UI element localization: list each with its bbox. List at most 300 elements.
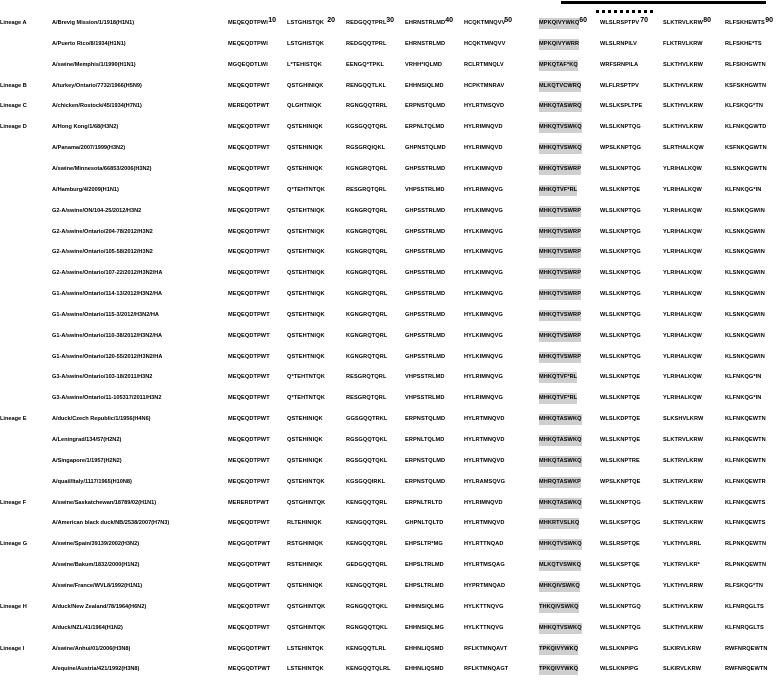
sequence-segment: QSTEHINIQK (287, 457, 323, 464)
sequence-segment: KLFNKQEWTN (725, 457, 766, 464)
sequence-segment: MHRQTASWKP (539, 477, 581, 488)
sequence-segment: MHKQTASWKQ (539, 414, 582, 425)
sequence-segment: YLRIHALKQW (663, 291, 702, 298)
sequence-segment: WPSLKNPTQG (600, 145, 642, 152)
sequence-segment: WLSLKNPTGQ (600, 603, 641, 610)
sequence-row (0, 534, 779, 555)
lineage-label: Lineage B (0, 82, 27, 89)
sequence-segment: SLKTHVLKRW (663, 103, 704, 110)
sequence-segment: QSTGHINIQK (287, 82, 324, 89)
sequence-segment: MEQEQDTPWT (228, 478, 270, 485)
sequence-segment: WLSLKNPTQE (600, 395, 641, 402)
sequence-segment: YLRIHALKQW (663, 353, 702, 360)
strain-name: G1-A/swine/Ontario/120-55/2012/H3N2/HA (52, 353, 163, 360)
sequence-segment: WLSLKSPTQE (600, 562, 640, 569)
sequence-row (0, 639, 779, 660)
sequence-segment: KLFNKQG*IN (725, 186, 762, 193)
strain-name: A/Puerto Rico/8/1934(H1N1) (52, 40, 126, 47)
sequence-segment: ERPNLTRLTD (405, 499, 443, 506)
strain-name: G2-A/swine/ON/104-25/2012/H3N2 (52, 207, 142, 214)
sequence-segment: FLKTRVLKRW (663, 40, 703, 47)
sequence-segment: MEQGQDTPWT (228, 645, 271, 652)
sequence-segment: GHPSSTRLMD (405, 291, 446, 298)
sequence-segment: KLFNRQGLTS (725, 624, 764, 631)
sequence-segment: WLSLKSPTQG (600, 520, 641, 527)
sequence-row (0, 555, 779, 576)
sequence-segment: RGSGQQTQKL (346, 437, 388, 443)
sequence-segment: MHKQTVSWRP (539, 206, 581, 217)
sequence-segment: WLSLKNPTQG (600, 124, 641, 131)
sequence-segment: GHPNLTQLTD (405, 520, 444, 527)
sequence-segment: KLSNKQGWIN (725, 228, 765, 235)
sequence-segment: HYLKTTNQVG (464, 624, 504, 631)
sequence-row (0, 326, 779, 347)
sequence-segment: MHKQTVF*RL (539, 372, 577, 383)
strain-name: A/swine/France/WVL8/1992(H1N1) (52, 582, 143, 589)
sequence-segment: LSTEHINTQK (287, 666, 324, 673)
sequence-row (0, 388, 779, 409)
sequence-segment: QSTEHTNIQK (287, 332, 325, 339)
sequence-segment: RFLKTMNQAGT (464, 666, 509, 673)
sequence-segment: ERPNSTQLMD (405, 103, 446, 110)
sequence-segment: RFLKTMNQAVT (464, 645, 508, 652)
strain-name: G1-A/swine/Ontario/114-13/2012/H3N2/HA (52, 291, 163, 298)
sequence-segment: MEQGQDTPWT (228, 666, 271, 673)
position-number: 50 (504, 17, 512, 24)
sequence-segment: SLKTHVLKRW (663, 124, 704, 131)
sequence-segment: QSTEHTNIQK (287, 207, 325, 214)
sequence-segment: GHPSSTRLMD (405, 165, 446, 172)
sequence-segment: MEQEQDTPWT (228, 249, 270, 256)
strain-name: A/Leningrad/134/57(H2N2) (52, 437, 122, 443)
sequence-segment: EHHNSIQLMG (405, 624, 444, 631)
sequence-segment: WLSLKNPTQG (600, 332, 641, 339)
sequence-segment: YLRIHALKQW (663, 270, 702, 277)
sequence-segment: LSTEHINTQK (287, 645, 324, 652)
sequence-segment: EHHNSIQLMD (405, 82, 444, 89)
sequence-row (0, 242, 779, 263)
sequence-segment: MEQEQDTPWT (228, 395, 270, 402)
strain-name: A/swine/Anhui/01/2006(H3N8) (52, 645, 131, 652)
sequence-segment: MHKQTVSWKQ (539, 623, 582, 634)
sequence-segment: WLSLKNPTQG (600, 165, 641, 172)
sequence-segment: YLKTHVLRRW (663, 582, 704, 589)
sequence-segment: MEQGQDTPWT (228, 582, 271, 589)
sequence-segment: MHKQTVSWRP (539, 352, 581, 363)
sequence-segment: WLSLRSPTQE (600, 541, 640, 548)
sequence-segment: HYPRTMNQAD (464, 582, 506, 589)
sequence-segment: QSTEHINIQK (287, 416, 323, 423)
sequence-segment: YLRIHALKQW (663, 207, 702, 214)
sequence-row (0, 576, 779, 597)
sequence-row (0, 222, 779, 243)
sequence-segment: RSTEHINIQK (287, 562, 323, 569)
position-number: 20 (327, 17, 335, 24)
sequence-segment: HYLKIMNQVD (464, 165, 503, 172)
sequence-segment: QSTEHINIQK (287, 582, 323, 589)
sequence-segment: QSTEHTNIQK (287, 311, 325, 318)
sequence-segment: YLRIHALKQW (663, 249, 702, 256)
position-number: 30 (386, 17, 394, 24)
sequence-segment: KGNGRQTQRL (346, 332, 388, 339)
sequence-segment: MEQEQDTPWT (228, 165, 270, 172)
position-number: 10 (268, 17, 276, 24)
sequence-segment: SLKTHVLKRW (663, 61, 704, 68)
sequence-segment: RLFSKQG*TN (725, 582, 763, 589)
sequence-row (0, 659, 779, 680)
sequence-segment: MEQEQDTPWT (228, 437, 270, 443)
sequence-row (0, 513, 779, 534)
sequence-segment: QSTGHINTQK (287, 603, 326, 610)
sequence-segment: ERPNLTQLMD (405, 437, 445, 443)
sequence-segment: MHKQTVSWRP (539, 310, 581, 321)
sequence-segment: ERPNLTQLMD (405, 124, 445, 131)
sequence-row (0, 13, 779, 34)
sequence-segment: KLFNKQEWTN (725, 416, 766, 423)
position-number: 90 (765, 17, 773, 24)
sequence-segment: WLSLRNPILV (600, 40, 637, 47)
sequence-segment: REDGQQTPRL (346, 40, 387, 47)
sequence-segment: HYLKIMNQVG (464, 228, 503, 235)
sequence-segment: KLSNKQGWIN (725, 207, 765, 214)
sequence-segment: MHKRTVSLKQ (539, 518, 579, 529)
sequence-segment: YLRIHALKQW (663, 374, 702, 381)
sequence-segment: RLPNKQEWTN (725, 541, 767, 548)
sequence-segment: MEQEQDTPWT (228, 124, 270, 131)
sequence-segment: HYLRIMNQVG (464, 395, 503, 402)
sequence-segment: EHPSLTRLMD (405, 582, 444, 589)
sequence-segment: MEQEQDTPWT (228, 186, 270, 193)
sequence-row (0, 367, 779, 388)
sequence-segment: YLRIHALKQW (663, 332, 702, 339)
strain-name: A/Brevig Mission/1/1918(H1N1) (52, 20, 135, 26)
sequence-segment: KGSGQQIRKL (346, 478, 386, 485)
sequence-segment: QSTEHINIQK (287, 124, 323, 131)
sequence-segment: EENGQ*TPKL (346, 61, 384, 68)
sequence-segment: RESGRQTQRL (346, 186, 387, 193)
sequence-segment: QSTEHTNIQK (287, 353, 325, 360)
sequence-segment: GHPSSTRLMD (405, 270, 446, 277)
sequence-segment: KGNGRQTQRL (346, 249, 388, 256)
sequence-segment: SLKTRVLKRW (663, 478, 703, 485)
strain-name: A/equine/Austria/421/1992(H3N8) (52, 666, 140, 673)
sequence-segment: WLSLKNPTQE (600, 186, 641, 193)
sequence-segment: KGNGRQTQRL (346, 353, 388, 360)
sequence-segment: RLFSKHGWTN (725, 61, 766, 68)
sequence-segment: SLKTHVLKRW (663, 603, 704, 610)
sequence-segment: WLSLKNPTRE (600, 457, 640, 464)
sequence-segment: KLSNKQGWTN (725, 165, 767, 172)
sequence-row (0, 138, 779, 159)
sequence-segment: QLGHTNIQK (287, 103, 322, 110)
sequence-segment: MPKQTAF*KQ (539, 60, 578, 71)
sequence-segment: VRHH*IQLMD (405, 61, 443, 68)
sequence-row (0, 76, 779, 97)
sequence-segment: WLSLKNPTQG (600, 311, 641, 318)
sequence-segment: MHKQTASWKQ (539, 435, 582, 446)
sequence-segment: GGSGQQTRKL (346, 416, 388, 423)
sequence-segment: WLSLKDPTQE (600, 416, 641, 423)
sequence-row (0, 472, 779, 493)
sequence-segment: RGNGQQTRRL (346, 103, 388, 110)
sequence-segment: MEQEQDTPWT (228, 291, 270, 298)
sequence-segment: SLKTRVLKRW (663, 437, 703, 443)
sequence-segment: TPKQIVYWKQ (539, 644, 578, 655)
sequence-segment: QSTEHINIQK (287, 165, 323, 172)
sequence-segment: WLSLKNPIPG (600, 645, 639, 652)
strain-name: A/quail/Italy/1117/1965(H10N8) (52, 478, 132, 485)
sequence-segment: HYLRAMSQVG (464, 478, 506, 485)
sequence-row (0, 618, 779, 639)
sequence-segment: RSTGHINIQK (287, 541, 324, 548)
sequence-segment: KGNGRQTQRL (346, 270, 388, 277)
sequence-segment: Q*TEHTNTQK (287, 186, 325, 193)
sequence-segment: QSTEHINIQK (287, 437, 323, 443)
sequence-segment: Q*TEHTNTQK (287, 395, 325, 402)
sequence-segment: WPSLKNPTQE (600, 478, 641, 485)
lineage-label: Lineage E (0, 416, 27, 423)
sequence-segment: SLKIRVLKRW (663, 645, 702, 652)
sequence-segment: HYLKIMNQVG (464, 207, 503, 214)
lineage-label: Lineage A (0, 20, 27, 26)
sequence-segment: KLFNKQG*IN (725, 374, 762, 381)
sequence-segment: MEQEQDTPWT (228, 520, 270, 527)
sequence-segment: KSFSKHGWTN (725, 82, 767, 89)
sequence-segment: SLKTRVLKRW (663, 20, 703, 26)
sequence-segment: RLFSKHEWTS (725, 20, 765, 26)
sequence-row (0, 96, 779, 117)
sequence-segment: KGNGRQTQRL (346, 311, 388, 318)
strain-name: G2-A/swine/Ontario/204-78/2012/H3N2 (52, 228, 153, 235)
sequence-segment: MEQEQDTPWT (228, 228, 270, 235)
sequence-row (0, 201, 779, 222)
lineage-label: Lineage F (0, 499, 27, 506)
sequence-segment: YLRIHALKQW (663, 228, 702, 235)
sequence-segment: RCLRTMNQLV (464, 61, 504, 68)
sequence-segment: YLKTHVLRRL (663, 541, 702, 548)
sequence-segment: RLFSKHE*TS (725, 40, 762, 47)
sequence-segment: HYLRIMNQVD (464, 145, 503, 152)
sequence-segment: MHKQTVF*RL (539, 393, 577, 404)
sequence-segment: EHPSLTRLMD (405, 562, 444, 569)
sequence-segment: HYLRTMNQVD (464, 520, 505, 527)
sequence-segment: LSTGHISTQK (287, 20, 325, 26)
sequence-segment: SLRTHALKQW (663, 145, 704, 152)
sequence-segment: HYLKIMNQVG (464, 332, 503, 339)
sequence-segment: SLKTRVLKRW (663, 499, 703, 506)
sequence-segment: YLKTRVLKR* (663, 562, 700, 569)
sequence-row (0, 117, 779, 138)
sequence-segment: HYLRTMNQVD (464, 416, 505, 423)
sequence-segment: EHRNSTRLMD (405, 40, 446, 47)
sequence-segment: L*TEHISTQK (287, 61, 322, 68)
sequence-segment: HYLKIMNQVG (464, 311, 503, 318)
position-number: 70 (640, 17, 648, 24)
sequence-segment: QSTEHTNIQK (287, 249, 325, 256)
strain-name: G3-A/swine/Ontario/11-105317/2011/H3N2 (52, 395, 162, 402)
strain-name: A/swine/Bakum/1832/2000(H1N2) (52, 562, 140, 569)
sequence-segment: WLSLKNPTQG (600, 624, 641, 631)
sequence-segment: YLRIHALKQW (663, 186, 702, 193)
sequence-segment: KLSNKQGWIN (725, 332, 765, 339)
sequence-segment: GHPNSTQLMD (405, 145, 446, 152)
sequence-segment: WLSLKNPTQG (600, 249, 641, 256)
sequence-segment: MHKQTVSWKQ (539, 539, 582, 550)
position-number: 80 (703, 17, 711, 24)
sequence-segment: SLKTRVLKRW (663, 520, 703, 527)
sequence-segment: HCQKTMNQVV (464, 40, 506, 47)
sequence-segment: MLKQTVSWKQ (539, 560, 581, 571)
sequence-segment: KENGQQTQRL (346, 499, 388, 506)
sequence-segment: WLSLKNPTQG (600, 291, 641, 298)
sequence-segment: MEQEQDTPWT (228, 270, 270, 277)
sequence-segment: KLFSKQG*TN (725, 103, 763, 110)
sequence-segment: WLSLKSPLTPE (600, 103, 643, 110)
sequence-segment: MEQGQDTPWT (228, 541, 271, 548)
sequence-segment: WRFSRNPILA (600, 61, 639, 68)
sequence-segment: TPKQIVYWKQ (539, 664, 578, 675)
sequence-segment: QSTGHINTQK (287, 499, 326, 506)
strain-name: A/duck/Czech Republic/1/1956(H4N6) (52, 416, 151, 423)
sequence-segment: KGNGRQTQRL (346, 228, 388, 235)
strain-name: A/Singapore/1/1957(H2N2) (52, 457, 122, 464)
region-bar (561, 1, 766, 4)
sequence-segment: ERPNSTQLMD (405, 416, 446, 423)
sequence-segment: HYLRIMNQVD (464, 499, 503, 506)
sequence-segment: EHHNSIQLMG (405, 603, 444, 610)
sequence-row (0, 430, 779, 451)
sequence-segment: MHKQTASWKQ (539, 498, 582, 509)
sequence-segment: MHKQTVSWRP (539, 227, 581, 238)
sequence-segment: HYLKIMNQVG (464, 291, 503, 298)
sequence-segment: WLSLRSPTPV (600, 20, 640, 26)
strain-name: A/swine/Memphis/1/1990(H1N1) (52, 61, 136, 68)
sequence-segment: ERPNSTQLMD (405, 478, 446, 485)
sequence-segment: MGQEQDTLWI (228, 61, 268, 68)
sequence-row (0, 597, 779, 618)
sequence-segment: RESGRQTQRL (346, 374, 387, 381)
strain-name: G3-A/swine/Ontario/103-18/2011/H3N2 (52, 374, 153, 381)
sequence-segment: HYLRTTNQAD (464, 541, 504, 548)
sequence-segment: KENGQQTQRL (346, 541, 388, 548)
sequence-segment: YLRIHALKQW (663, 311, 702, 318)
sequence-segment: MEQEQDTPWT (228, 374, 270, 381)
sequence-segment: RGNGQQTQKL (346, 624, 388, 631)
sequence-segment: RGSGRQIQKL (346, 145, 386, 152)
sequence-segment: KLSNKQGWIN (725, 249, 765, 256)
sequence-segment: VHPSSTRLMD (405, 374, 445, 381)
sequence-segment: ERPNSTQLMD (405, 457, 446, 464)
sequence-segment: RENGQQTLKL (346, 82, 387, 89)
sequence-segment: WLSLKNPTQG (600, 270, 641, 277)
sequence-segment: WLSLKNPIPG (600, 666, 639, 673)
sequence-segment: RWFNRQEWTN (725, 645, 768, 652)
sequence-segment: HCQKTMNQVV (464, 20, 506, 26)
sequence-segment: WLSLKNPTQG (600, 582, 641, 589)
sequence-segment: GEDGQQTQRL (346, 562, 388, 569)
sequence-segment: Q*TEHTNTQK (287, 374, 325, 381)
sequence-segment: MLKQTVCWRQ (539, 81, 581, 92)
sequence-segment: QSTEHINTQK (287, 478, 325, 485)
sequence-row (0, 180, 779, 201)
sequence-segment: HCPKTMNRAV (464, 82, 505, 89)
sequence-segment: REDGQQTPRL (346, 20, 387, 26)
sequence-segment: WLSLKNPTQE (600, 374, 641, 381)
sequence-segment: MEQEQDTPWI (228, 20, 268, 26)
sequence-segment: LSTGHISTQK (287, 40, 325, 47)
sequence-segment: WLSLKNPTQG (600, 228, 641, 235)
sequence-segment: MEQEQDTPWT (228, 82, 270, 89)
sequence-segment: MEQEQDTPWT (228, 624, 270, 631)
sequence-segment: MEQEQDTPWI (228, 40, 268, 47)
sequence-segment: KENGQQTLRL (346, 645, 387, 652)
sequence-segment: KLFNKQG*IN (725, 395, 762, 402)
strain-name: G2-A/swine/Ontario/107-22/2012/H3N2/HA (52, 270, 163, 277)
sequence-row (0, 34, 779, 55)
sequence-segment: EHRNSTRLMD (405, 20, 446, 26)
sequence-segment: GHPSSTRLMD (405, 311, 446, 318)
sequence-segment: KLFNKQEWTN (725, 437, 766, 443)
sequence-segment: KLSNKQGWIN (725, 311, 765, 318)
sequence-row (0, 347, 779, 368)
sequence-segment: KSFNKQGWTN (725, 145, 767, 152)
sequence-row (0, 263, 779, 284)
sequence-segment: MHKQIVSWKQ (539, 581, 580, 592)
sequence-segment: GHPSSTRLMD (405, 207, 446, 214)
sequence-segment: MEQEQDTPWT (228, 207, 270, 214)
sequence-segment: EHHNLIQSMD (405, 666, 444, 673)
sequence-segment: MERERDTPWT (228, 499, 270, 506)
sequence-segment: MHKQTVSWKQ (539, 143, 582, 154)
sequence-segment: QSTEHTNIQK (287, 270, 325, 277)
sequence-segment: HYLKIMNQVG (464, 270, 503, 277)
sequence-segment: KGNGRQTQRL (346, 165, 388, 172)
strain-name: G1-A/swine/Ontario/115-3/2012/H3N2/HA (52, 311, 159, 318)
sequence-row (0, 451, 779, 472)
sequence-segment: RWFNRQEWTN (725, 666, 768, 673)
sequence-segment: GHPSSTRLMD (405, 353, 446, 360)
sequence-segment: GHPSSTRLMD (405, 249, 446, 256)
strain-name: A/Panama/2007/1999(H3N2) (52, 145, 126, 152)
strain-name: A/swine/Spain/39139/2002(H3N2) (52, 541, 140, 548)
sequence-segment: HYLRTMSQAG (464, 562, 505, 569)
sequence-segment: WLSLKNPTQG (600, 353, 641, 360)
sequence-segment: KGNGRQTQRL (346, 207, 388, 214)
position-number: 40 (445, 17, 453, 24)
sequence-row (0, 409, 779, 430)
sequence-segment: KENGQQTQLRL (346, 666, 391, 673)
sequence-segment: WLSLKNPTQE (600, 437, 641, 443)
sequence-segment: KENGQQTQRL (346, 520, 388, 527)
sequence-segment: SLKTHVLKRW (663, 82, 704, 89)
sequence-segment: KLSNKQGWIN (725, 353, 765, 360)
sequence-segment: MHKQTASWKQ (539, 456, 582, 467)
sequence-segment: MHKQTASWRQ (539, 101, 582, 112)
sequence-segment: RLTEHINIQK (287, 520, 322, 527)
sequence-segment: THKQIVSWKQ (539, 602, 579, 613)
strain-name: G2-A/swine/Ontario/105-58/2012/H3N2 (52, 249, 153, 256)
sequence-segment: MHKQTVSWRP (539, 331, 581, 342)
strain-name: A/duck/NZL/41/1964(H1N2) (52, 624, 123, 631)
strain-name: A/chicken/Rostock/45/1934(H7N1) (52, 103, 142, 110)
sequence-segment: SLKTRVLKRW (663, 457, 703, 464)
sequence-segment: KLSNKQGWIN (725, 291, 765, 298)
lineage-label: Lineage H (0, 603, 27, 610)
sequence-segment: KLFNKQEWTR (725, 478, 766, 485)
sequence-segment: WLSLKNPTQG (600, 207, 641, 214)
sequence-segment: MEREQDTPWT (228, 103, 270, 110)
sequence-segment: GHPSSTRLMD (405, 228, 446, 235)
